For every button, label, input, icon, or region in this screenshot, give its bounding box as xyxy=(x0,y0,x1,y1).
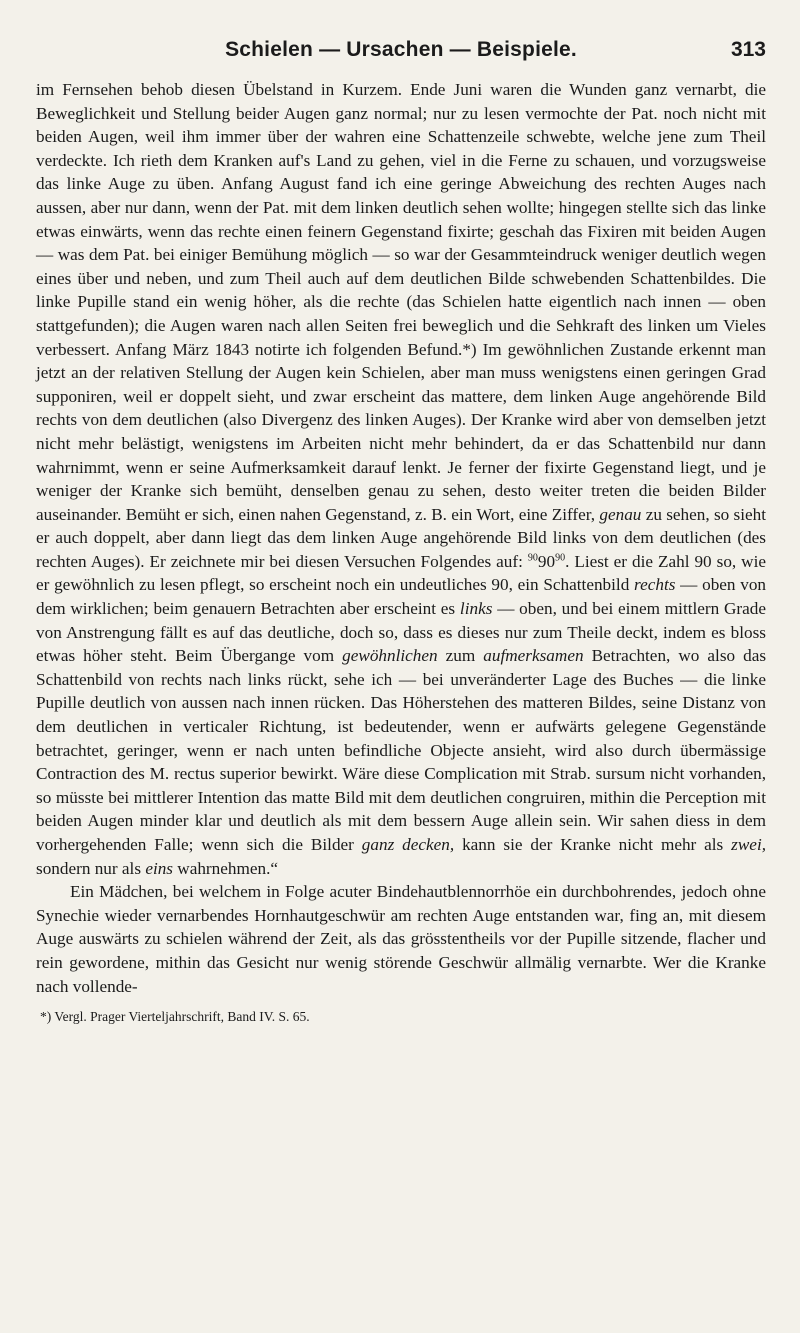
running-head xyxy=(36,38,766,78)
paragraph: Ein Mädchen, bei welchem in Folge acuter Bindehautblennorrhöe ein durchbohrendes, jedoch ohne Synechie wieder vernarbendes Hornhautgeschwür am rechten Auge entstanden war, fing an, mit diesem Auge auswärts zu schielen während der Zeit, als das grösstentheils vor der Pupille sitzende, flacher und rein gewordene, mithin das Gesicht nur wenig störende Geschwür allmälig vernarbte. Wer die Kranke nach vollende- xyxy=(36,882,766,996)
footnote: *) Vergl. Prager Vierteljahrschrift, Band IV. S. 65. xyxy=(40,1009,310,1025)
page-number: 313 xyxy=(730,38,766,61)
paragraph: im Fernsehen behob diesen Übelstand in Kurzem. Ende Juni waren die Wunden ganz vernarbt, die Beweglichkeit und Stellung beider Augen ganz normal; nur zu lesen vermochte der Pat. noch nicht mit beiden Augen, weil ihm immer über der wahren eine Schattenzeile schwebte, welche jene zum Theil verdeckte. Ich rieth dem Kranken auf's Land zu gehen, viel in die Ferne zu schauen, und vorzugsweise das linke Auge zu üben. Anfang August fand ich eine geringe Abweichung des rechten Auges nach aussen, aber nur dann, wenn der Pat. mit dem linken deutlich sehen wollte; hingegen stellte sich das linke etwas einwärts, wenn das rechte einen feinern Gegenstand fixirte; geschah das Fixiren mit beiden Augen — was dem Pat. bei einiger Bemühung möglich — so war der Gesammteindruck weniger deutlich wegen eines über und neben, und zum Theil auch auf dem deutlichen Bilde schwebenden Schattenbildes. Die linke Pupille stand ein wenig höher, als die rechte (das Schielen hatte eigentlich nach innen — oben stattgefunden); die Augen waren nach allen Seiten frei beweglich und die Sehkraft des linken um Vieles verbessert. Anfang März 1843 notirte ich folgenden Befund.*) Im gewöhnlichen Zustande erkennt man jetzt an der relativen Stellung der Augen kein Schielen, aber man muss wenigstens einen geringen Grad supponiren, weil er doppelt sieht, und zwar erscheint das mattere, dem linken Auge angehörende Bild rechts von dem deutlichen (also Divergenz des linken Auges). Der Kranke wird aber von demselben jetzt nicht mehr belästigt, wenigstens im Arbeiten nicht mehr behindert, da er das Schattenbild nur dann wahrnimmt, wenn er seine Aufmerksamkeit darauf lenkt. Je ferner der fixirte Gegenstand liegt, und je weniger der Kranke sich bemüht, denselben genau zu sehen, desto weiter treten die beiden Bilder auseinander. Bemüht er sich, einen nahen Gegenstand, z. B. ein Wort, eine Ziffer, genau zu sehen, so sieht er auch doppelt, aber dann liegt das dem linken Auge angehörende Bild links von dem deutlichen (des rechten Auges). Er zeichnete mir bei diesen Versuchen Folgendes auf: $^{90}90^{90}$. Liest er die Zahl 90 so, wie er gewöhnlich zu lesen pflegt, so erscheint noch ein undeutliches 90, ein Schattenbild rechts — oben von dem wirklichen; beim genauern Betrachten aber erscheint es links — oben, und bei einem mittlern Grade von Anstrengung fällt es auf das deutliche, doch so, dass es dieses nur zum Theile deckt, indem es bloss etwas höher steht. Beim Übergange vom gewöhnlichen zum aufmerksamen Betrachten, wo also das Schattenbild von rechts nach links rückt, sehe ich — bei unveränderter Lage des Buches — die linke Pupille deutlich von aussen nach innen rücken. Das Höherstehen des matteren Bildes, seine Distanz von dem deutlichen in verticaler Richtung, ist bedeutender, wenn er aufwärts gelegene Gegenstände betrachtet, geringer, wenn er nach unten befindliche Objecte ansieht, wird also durch übermässige Contraction des M. rectus superior bewirkt. Wäre diese Complication mit Strab. sursum nicht vorhanden, so müsste bei mittlerer Intention das matte Bild mit dem deutlichen congruiren, mithin die Perception mit beiden Augen minder klar und deutlich als mit dem bessern Auge allein sein. Wir sahen diess in dem vorhergehenden Falle; wenn sich die Bilder ganz decken, kann sie der Kranke nicht mehr als zwei, sondern nur als eins wahrnehmen.“ xyxy=(36,80,767,878)
page-title: Schielen — Ursachen — Beispiele. xyxy=(225,38,577,61)
body-text xyxy=(36,78,766,998)
